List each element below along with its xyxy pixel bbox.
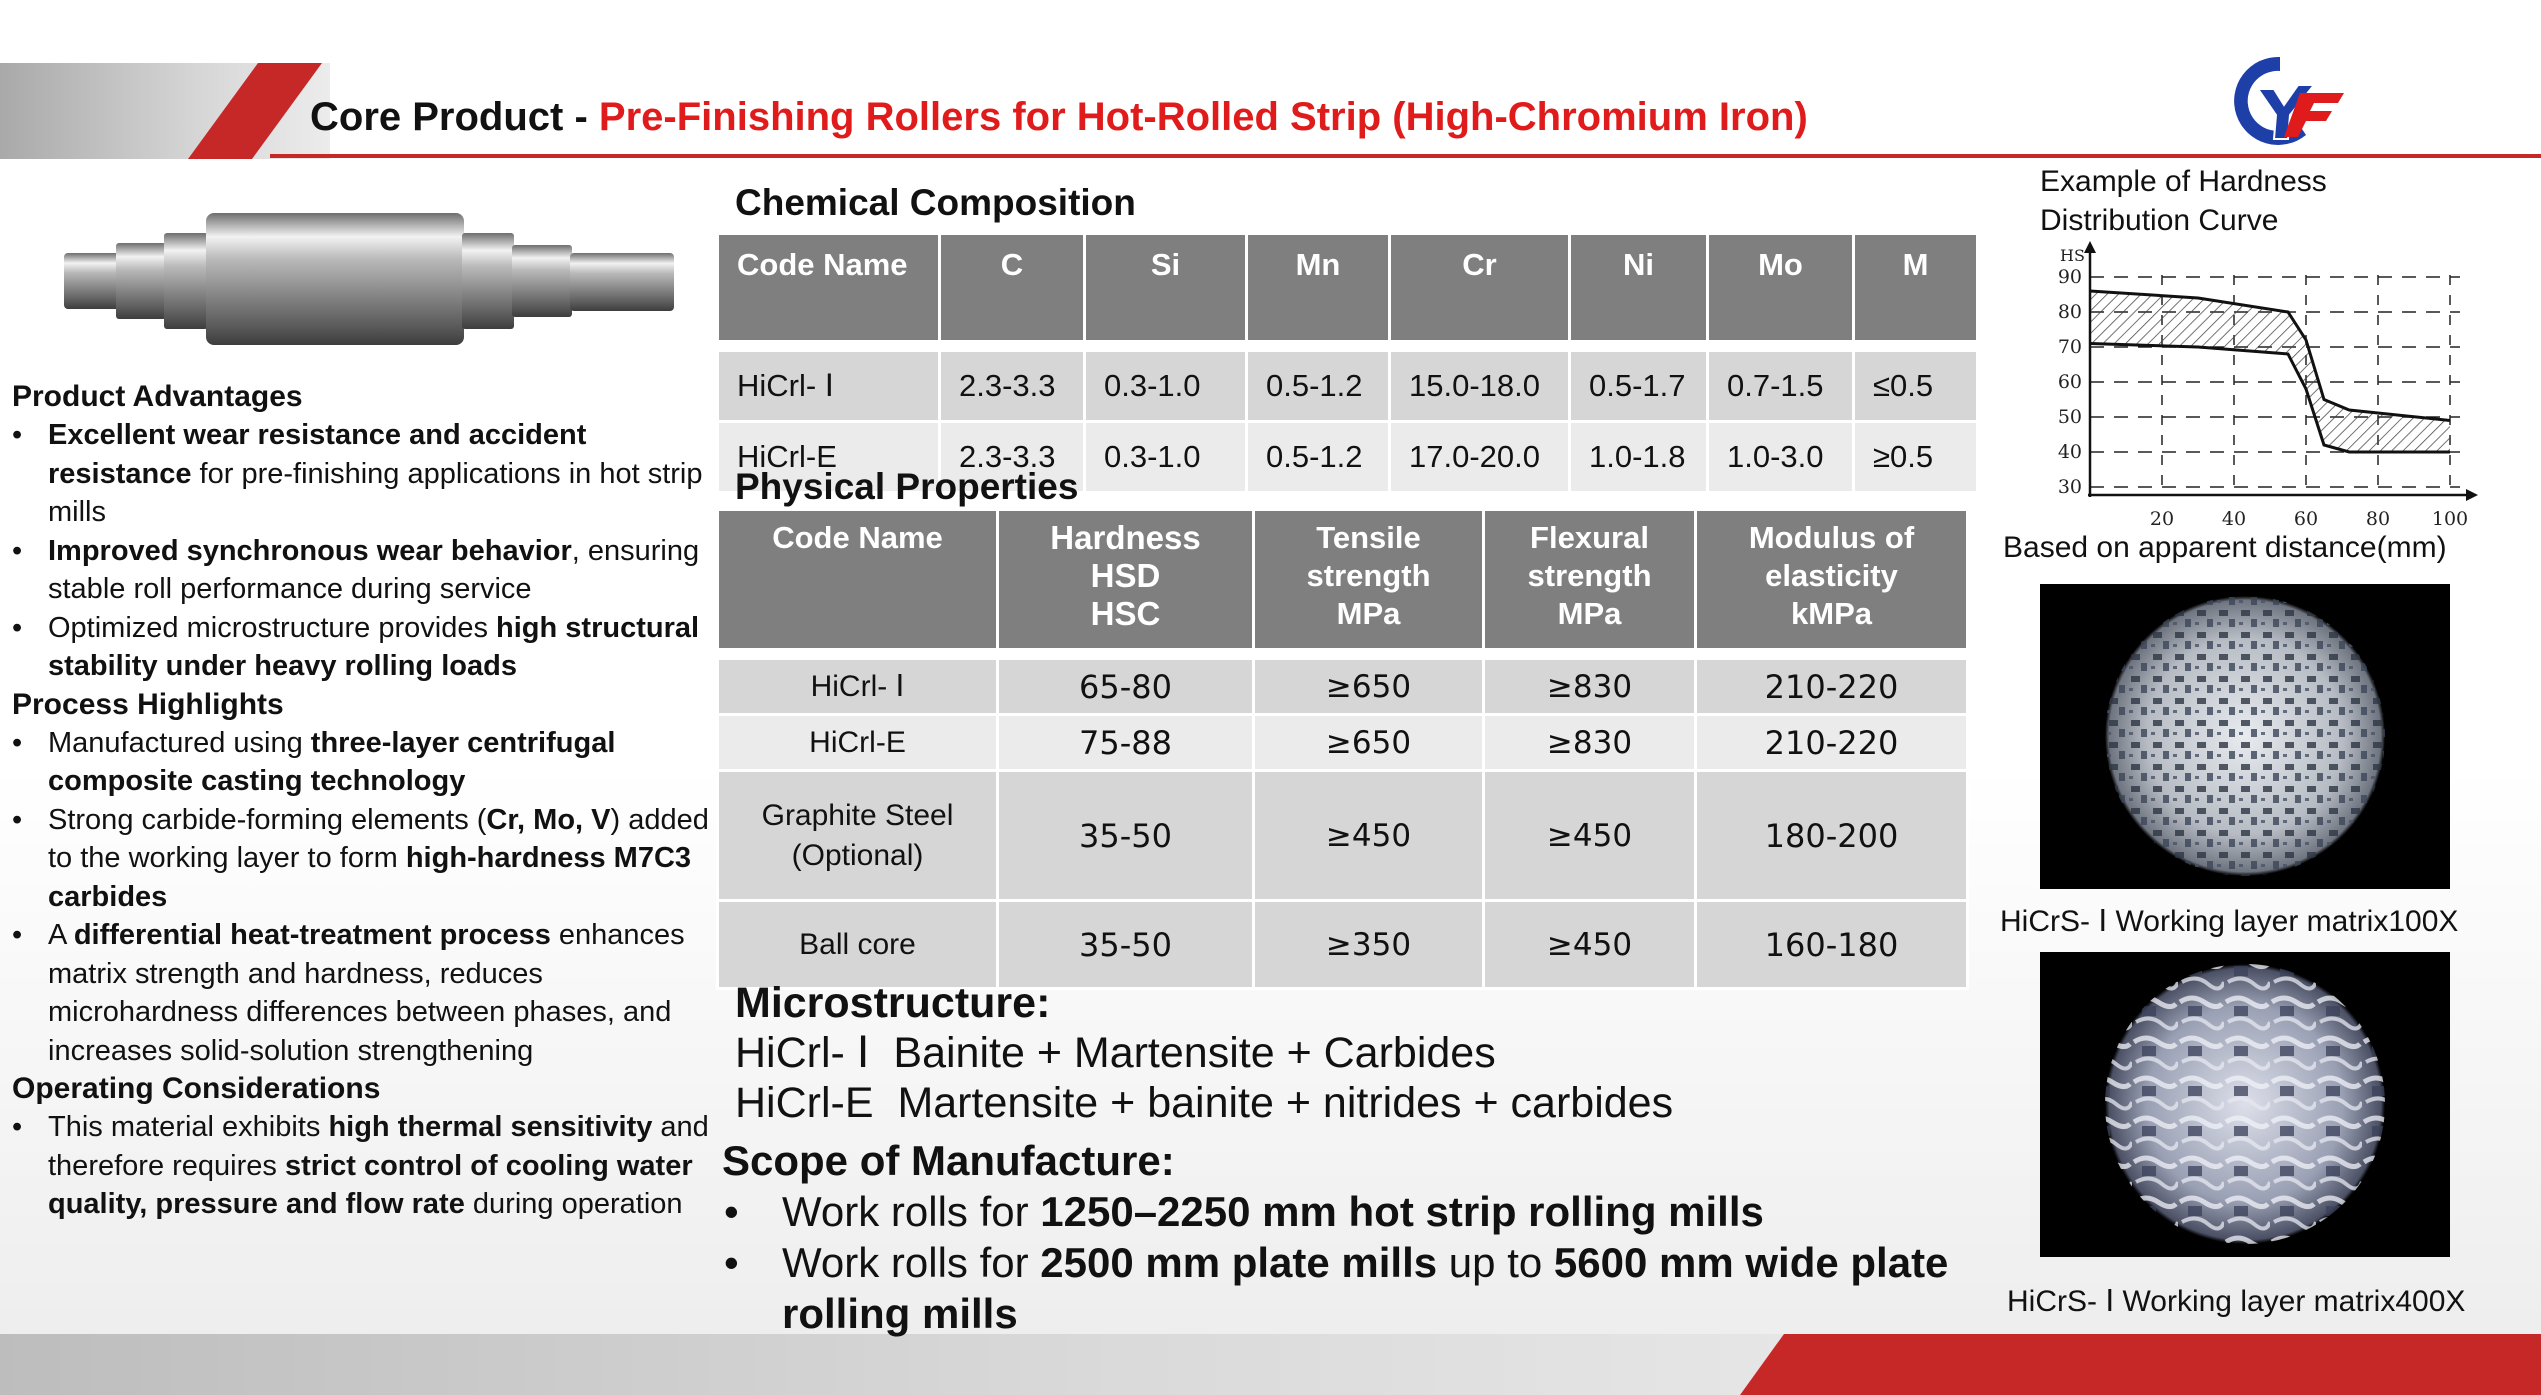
table-cell: HiCrl- Ⅰ	[718, 351, 940, 422]
table-cell: ≤0.5	[1854, 351, 1978, 422]
table-cell: ≥450	[1484, 901, 1696, 989]
bold-text: high-hardness M7C3 carbides	[48, 842, 692, 913]
text: ) added to the working layer to form	[48, 803, 709, 874]
x-axis-arrow	[2466, 489, 2478, 501]
table-cell: 0.3-1.0	[1085, 422, 1247, 493]
table-header: Ni	[1570, 234, 1708, 342]
scope-list	[722, 1186, 1982, 1339]
page-title	[310, 95, 1808, 140]
microstructure-section	[735, 978, 1673, 1128]
list-item	[12, 724, 712, 801]
y-axis-label: HS	[2060, 246, 2085, 265]
table-cell: Graphite Steel (Optional)	[718, 771, 998, 901]
microstructure-line	[735, 1028, 1673, 1078]
bold-text: differential heat-treatment process	[73, 919, 551, 951]
table-cell: 0.5-1.7	[1570, 351, 1708, 422]
table-cell: ≥650	[1254, 659, 1484, 715]
process-list	[12, 724, 712, 1071]
text: Optimized microstructure provides	[48, 611, 497, 644]
operating-heading: Operating Considerations	[12, 1072, 381, 1105]
table-cell: HiCrl-E	[718, 422, 940, 493]
bold-text: three-layer centrifugal composite casting technology	[48, 726, 616, 797]
micrograph-100x-caption: HiCrS- Ⅰ Working layer matrix100X	[2000, 905, 2459, 938]
bold-text: Improved synchronous wear behavior	[48, 534, 572, 567]
table-cell: ≥0.5	[1854, 422, 1978, 493]
table-header: Mn	[1247, 234, 1390, 342]
table-cell: 0.5-1.2	[1247, 422, 1390, 493]
table-cell: 2.3-3.3	[940, 351, 1085, 422]
description: Martensite + bainite + nitrides + carbides	[897, 1079, 1674, 1127]
table-header: M	[1854, 234, 1978, 342]
table-cell: ≥450	[1254, 771, 1484, 901]
table-cell: ≥650	[1254, 715, 1484, 771]
y-tick-label: 60	[2057, 371, 2082, 393]
chemical-table	[716, 232, 1979, 494]
scope-section	[722, 1135, 1982, 1339]
title-product: Pre-Finishing Rollers for Hot-Rolled Strip (High-Chromium Iron)	[598, 95, 1808, 139]
text: Work rolls for	[782, 1239, 1041, 1286]
table-header: Cr	[1390, 234, 1570, 342]
roller-image	[60, 205, 680, 355]
chart-band	[2090, 291, 2450, 452]
table-cell: 35-50	[998, 901, 1254, 989]
table-cell: 160-180	[1696, 901, 1968, 989]
bold-text: high thermal sensitivity	[328, 1111, 653, 1143]
table-row	[718, 901, 1968, 989]
y-tick-label: 30	[2057, 476, 2082, 498]
bold-text: strict control of cooling water quality, pressure and flow rate	[48, 1149, 693, 1220]
table-cell: 0.5-1.2	[1247, 351, 1390, 422]
left-text-column	[12, 378, 712, 1224]
bold-text: 5600 mm wide plate rolling mills	[782, 1239, 1949, 1337]
process-heading: Process Highlights	[12, 687, 284, 721]
text: and therefore requires	[48, 1111, 709, 1182]
chart-axes	[2084, 241, 2478, 501]
y-axis-arrow	[2084, 241, 2096, 253]
text: enhances matrix strength and hardness, reduces microhardness differences between phases, and increases solid-solution strengthening	[48, 919, 685, 1067]
table-row	[718, 659, 1968, 715]
y-tick-label: 40	[2057, 441, 2082, 463]
table-header: Flexural strength MPa	[1484, 510, 1696, 650]
code-name: HiCrl-E	[735, 1079, 874, 1127]
table-cell: 210-220	[1696, 715, 1968, 771]
y-tick-label: 90	[2057, 266, 2082, 288]
text: Strong carbide-forming elements (	[48, 803, 487, 836]
table-cell: 1.0-1.8	[1570, 422, 1708, 493]
title-prefix: Core Product -	[310, 95, 588, 139]
text: during operation	[464, 1188, 683, 1220]
table-spacer	[718, 342, 1978, 351]
x-tick-label: 100	[2431, 508, 2469, 530]
table-header: Tensile strength MPa	[1254, 510, 1484, 650]
text: A	[48, 919, 74, 951]
scope-heading: Scope of Manufacture:	[722, 1137, 1175, 1184]
table-cell: 35-50	[998, 771, 1254, 901]
operating-list	[12, 1108, 712, 1224]
table-header-row	[718, 510, 1968, 650]
table-cell: ≥830	[1484, 715, 1696, 771]
chemical-heading: Chemical Composition	[735, 182, 1136, 223]
table-row	[718, 715, 1968, 771]
list-item	[12, 609, 712, 686]
physical-table	[716, 508, 1969, 990]
list-item	[12, 1108, 712, 1224]
bold-text: 2500 mm plate mills	[1040, 1239, 1438, 1286]
table-row	[718, 351, 1978, 422]
advantages-list	[12, 416, 712, 686]
table-cell: ≥450	[1484, 771, 1696, 901]
table-header-row	[718, 234, 1978, 342]
table-cell: ≥830	[1484, 659, 1696, 715]
curve-caption: Based on apparent distance(mm)	[2003, 531, 2447, 564]
table-header: Hardness HSD HSC	[998, 510, 1254, 650]
bold-text: high structural stability under heavy rolling loads	[48, 611, 700, 682]
text: , ensuring stable roll performance during service	[48, 534, 700, 605]
table-cell: 210-220	[1696, 659, 1968, 715]
x-tick-label: 20	[2149, 508, 2175, 530]
table-cell: 65-80	[998, 659, 1254, 715]
text: Manufactured using	[48, 726, 311, 759]
footer-band	[0, 1334, 1800, 1395]
text: This material exhibits	[48, 1111, 329, 1143]
description: Bainite + Martensite + Carbides	[893, 1029, 1496, 1077]
table-cell: HiCrl-E	[718, 715, 998, 771]
table-row	[718, 771, 1968, 901]
code-name: HiCrl- Ⅰ	[735, 1029, 870, 1077]
bold-text: Excellent wear resistance and accident resistance	[48, 419, 587, 490]
list-item	[12, 416, 712, 532]
hardness-band	[2090, 291, 2450, 452]
table-cell: HiCrl- Ⅰ	[718, 659, 998, 715]
table-cell: 0.3-1.0	[1085, 351, 1247, 422]
text: for pre-finishing applications in hot strip mills	[48, 457, 703, 528]
table-header: Mo	[1708, 234, 1854, 342]
company-logo	[2210, 45, 2350, 150]
list-item	[722, 1237, 1982, 1339]
x-tick-label: 60	[2293, 508, 2319, 530]
table-cell: 1.0-3.0	[1708, 422, 1854, 493]
bold-text: Cr, Mo, V	[486, 803, 611, 836]
table-spacer	[718, 650, 1968, 659]
table-cell: 15.0-18.0	[1390, 351, 1570, 422]
y-tick-label: 80	[2057, 301, 2082, 323]
table-header: Si	[1085, 234, 1247, 342]
physical-heading: Physical Properties	[735, 466, 1079, 507]
table-header: Code Name	[718, 234, 940, 342]
microstructure-heading: Microstructure:	[735, 979, 1051, 1027]
table-cell: 0.7-1.5	[1708, 351, 1854, 422]
table-header: Code Name	[718, 510, 998, 650]
table-cell: ≥350	[1254, 901, 1484, 989]
x-tick-label: 40	[2221, 508, 2247, 530]
text: up to	[1437, 1239, 1554, 1286]
y-tick-label: 70	[2057, 336, 2082, 358]
x-tick-label: 80	[2365, 508, 2391, 530]
hardness-curve-chart	[2040, 225, 2480, 535]
microstructure-line	[735, 1078, 1673, 1128]
micrograph-400x	[2040, 952, 2450, 1257]
table-header: C	[940, 234, 1085, 342]
list-item	[12, 916, 712, 1070]
table-cell: Ball core	[718, 901, 998, 989]
table-cell: 180-200	[1696, 771, 1968, 901]
list-item	[12, 801, 712, 917]
list-item	[12, 532, 712, 609]
table-cell: 2.3-3.3	[940, 422, 1085, 493]
table-cell: 75-88	[998, 715, 1254, 771]
footer-red-accent	[1740, 1334, 2541, 1395]
table-cell: 17.0-20.0	[1390, 422, 1570, 493]
table-header: Modulus of elasticity kMPa	[1696, 510, 1968, 650]
micrograph-400x-caption: HiCrS- Ⅰ Working layer matrix400X	[2007, 1285, 2466, 1318]
text: Work rolls for	[782, 1188, 1041, 1235]
advantages-heading: Product Advantages	[12, 380, 303, 413]
list-item	[722, 1186, 1982, 1237]
bold-text: 1250–2250 mm hot strip rolling mills	[1040, 1188, 1764, 1235]
curve-title: Example of Hardness Distribution Curve	[2040, 165, 2327, 237]
header-divider	[270, 154, 2541, 158]
micrograph-100x	[2040, 584, 2450, 889]
y-tick-label: 50	[2057, 406, 2082, 428]
